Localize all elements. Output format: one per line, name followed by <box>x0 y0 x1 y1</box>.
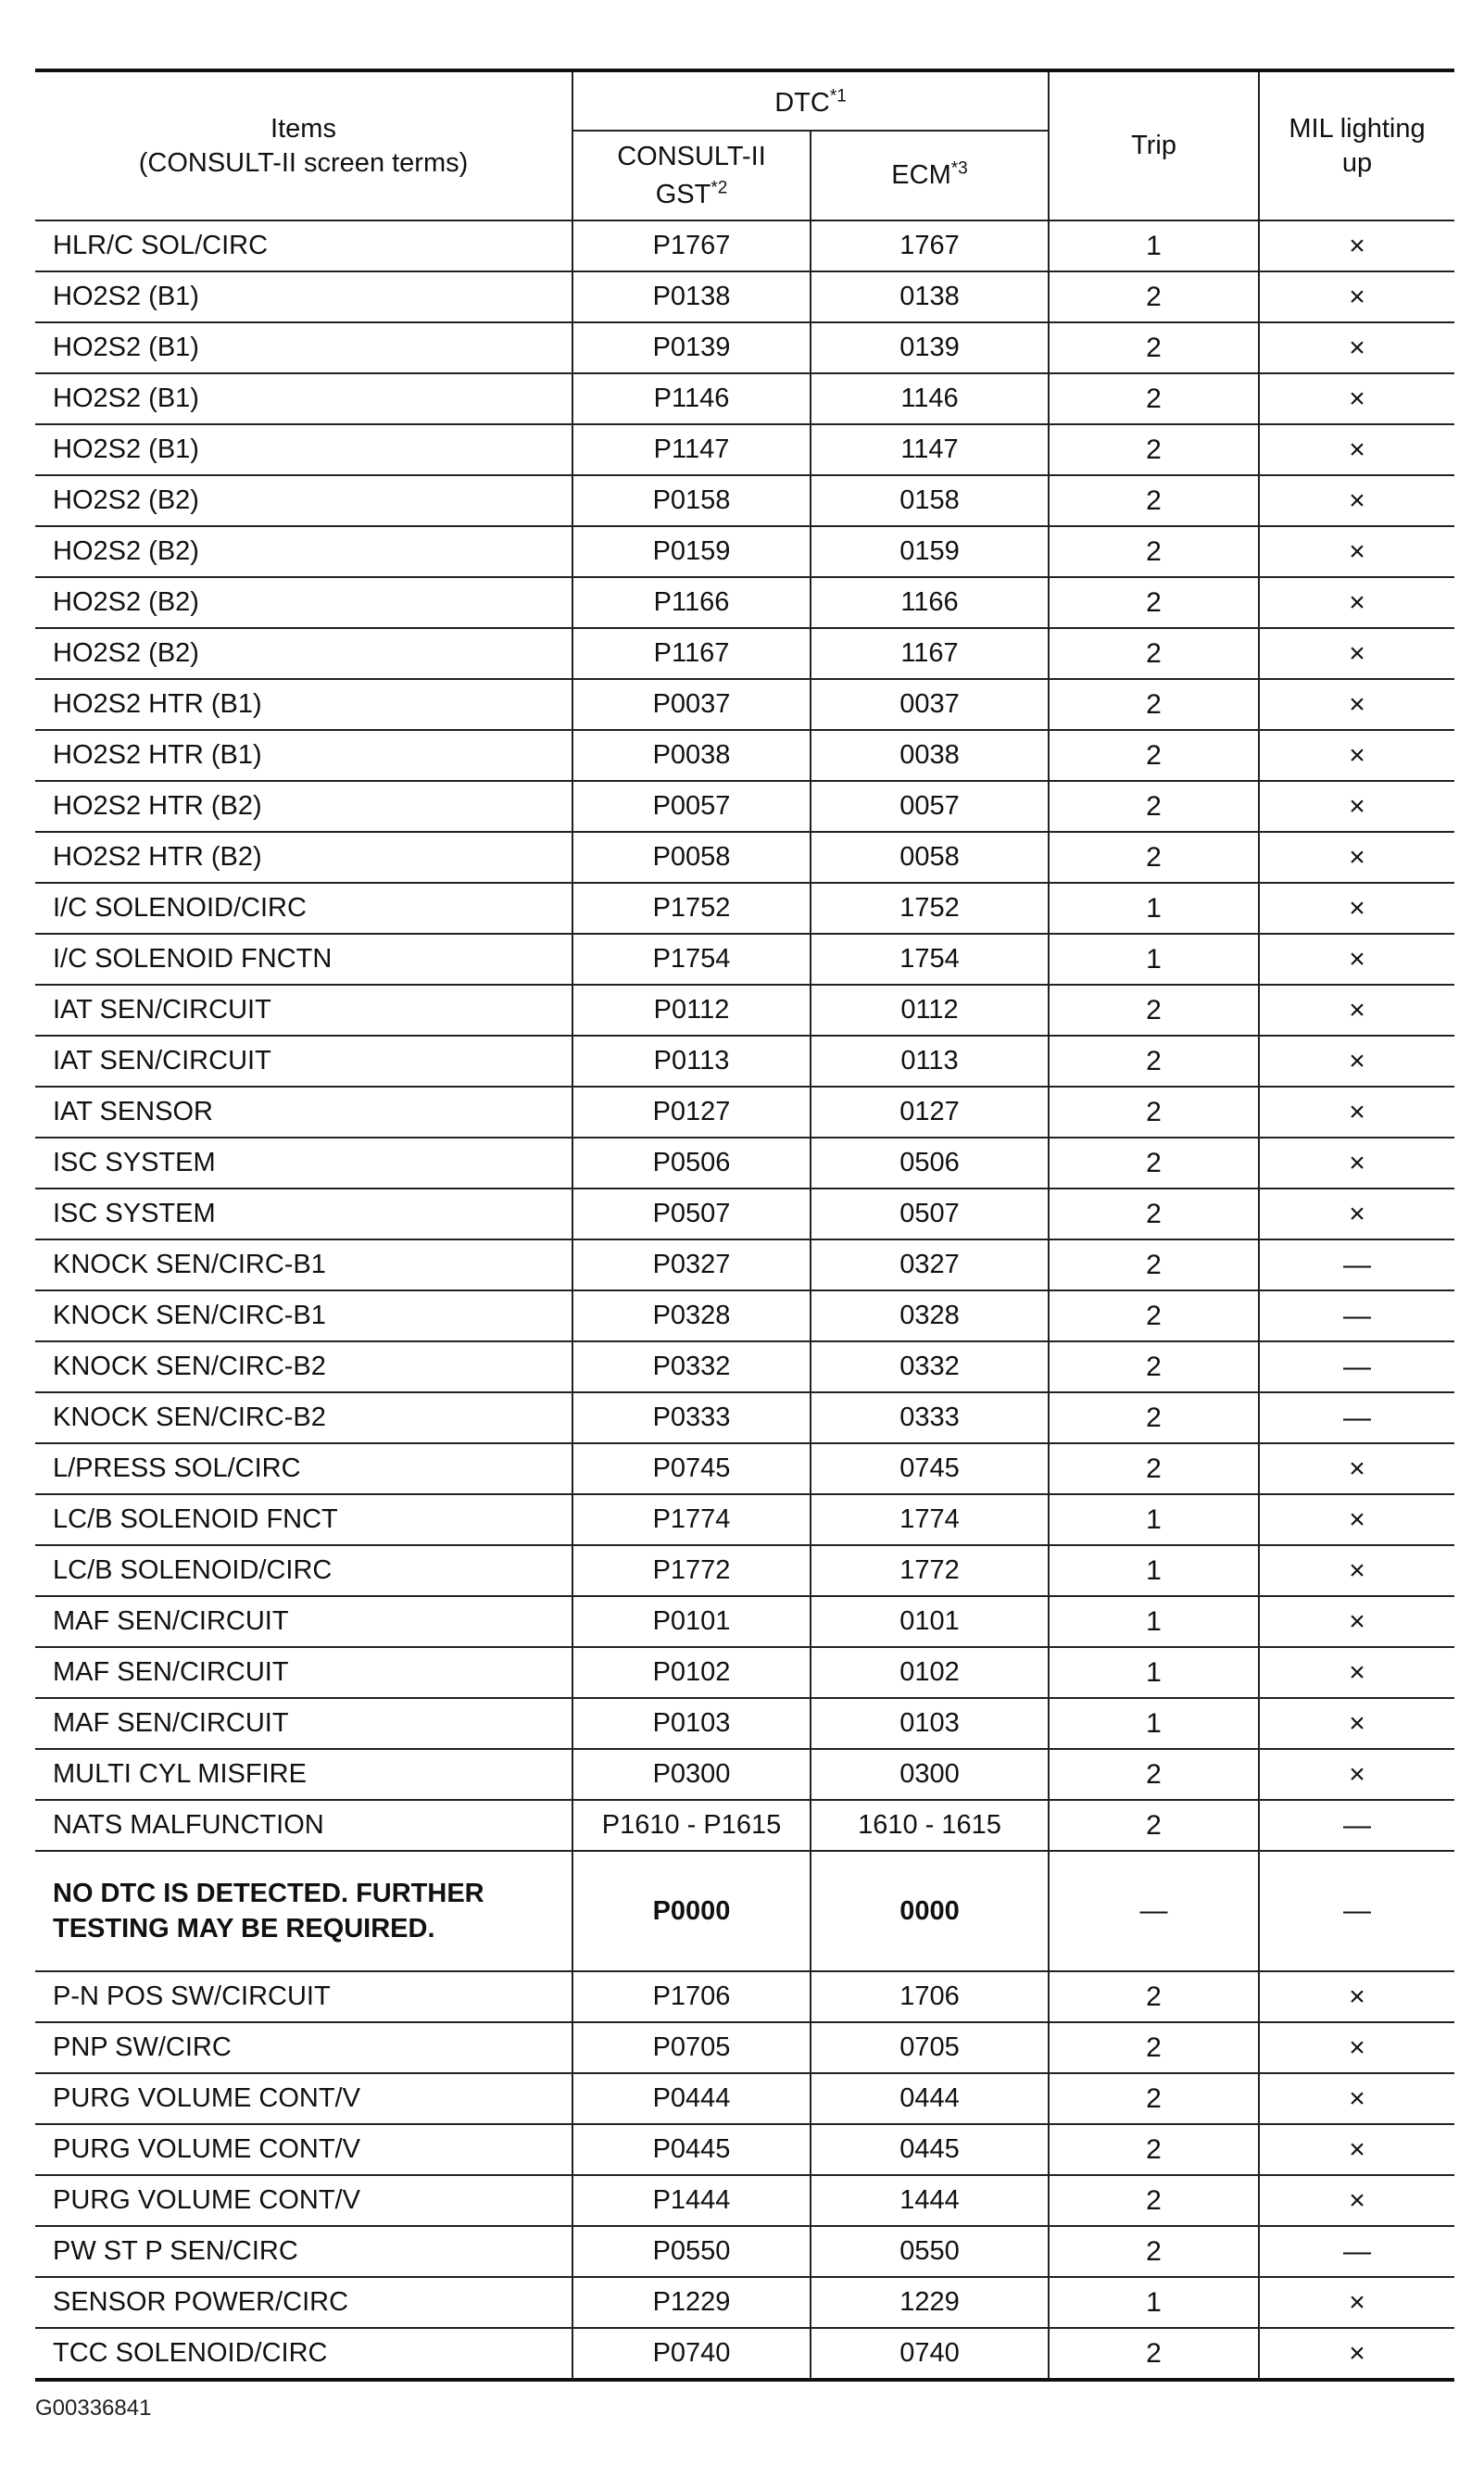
ecm-code-cell: 1444 <box>811 2175 1049 2226</box>
table-row <box>35 985 1454 1036</box>
table-row <box>35 832 1454 883</box>
mil-indicator-cell: × <box>1259 679 1454 730</box>
consult-gst-code-cell: P1444 <box>572 2175 811 2226</box>
consult-gst-code-cell: P1752 <box>572 883 811 934</box>
consult-gst-code-cell: P0444 <box>572 2073 811 2124</box>
consult-gst-code-cell: P0103 <box>572 1698 811 1749</box>
trip-count-cell: 2 <box>1049 322 1259 373</box>
ecm-code-cell: 0058 <box>811 832 1049 883</box>
item-name-cell: ISC SYSTEM <box>35 1138 572 1189</box>
ecm-code-cell: 0444 <box>811 2073 1049 2124</box>
consult-gst-code-cell: P0332 <box>572 1341 811 1392</box>
trip-count-cell: 2 <box>1049 2226 1259 2277</box>
trip-count-cell: 1 <box>1049 2277 1259 2328</box>
ecm-code-cell: 1767 <box>811 220 1049 271</box>
table-row <box>35 526 1454 577</box>
trip-count-cell: 2 <box>1049 2328 1259 2380</box>
ecm-code-cell: 0112 <box>811 985 1049 1036</box>
consult-gst-code-cell: P0333 <box>572 1392 811 1443</box>
mil-indicator-cell: × <box>1259 1036 1454 1087</box>
consult-gst-code-cell: P0138 <box>572 271 811 322</box>
consult-gst-code-cell: P0000 <box>572 1851 811 1971</box>
consult-gst-code-cell: P1229 <box>572 2277 811 2328</box>
mil-indicator-cell: × <box>1259 1971 1454 2022</box>
trip-count-cell: 1 <box>1049 1545 1259 1596</box>
mil-indicator-cell: × <box>1259 1596 1454 1647</box>
table-row <box>35 1545 1454 1596</box>
table-row <box>35 424 1454 475</box>
trip-count-cell: 1 <box>1049 934 1259 985</box>
table-row <box>35 1392 1454 1443</box>
mil-indicator-cell: × <box>1259 2328 1454 2380</box>
table-row <box>35 2226 1454 2277</box>
item-name-cell: NATS MALFUNCTION <box>35 1800 572 1851</box>
mil-indicator-cell: × <box>1259 1698 1454 1749</box>
ecm-code-cell: 1229 <box>811 2277 1049 2328</box>
mil-indicator-cell: — <box>1259 1800 1454 1851</box>
consult-gst-code-cell: P0158 <box>572 475 811 526</box>
gst-footnote-marker: *2 <box>711 177 728 197</box>
gst-header-line1: CONSULT-II <box>617 141 766 171</box>
ecm-code-cell: 0328 <box>811 1290 1049 1341</box>
ecm-header-label: ECM <box>891 160 951 190</box>
ecm-code-cell: 1774 <box>811 1494 1049 1545</box>
dtc-table <box>35 69 1454 2382</box>
mil-indicator-cell: × <box>1259 730 1454 781</box>
mil-header-line2: up <box>1341 147 1373 178</box>
table-row <box>35 934 1454 985</box>
ecm-code-cell: 0113 <box>811 1036 1049 1087</box>
item-name-cell: MAF SEN/CIRCUIT <box>35 1596 572 1647</box>
item-name-cell: P-N POS SW/CIRCUIT <box>35 1971 572 2022</box>
ecm-code-cell: 1167 <box>811 628 1049 679</box>
table-row <box>35 1341 1454 1392</box>
table-row <box>35 2175 1454 2226</box>
trip-count-cell: 2 <box>1049 985 1259 1036</box>
item-name-cell: PW ST P SEN/CIRC <box>35 2226 572 2277</box>
consult-gst-code-cell: P0506 <box>572 1138 811 1189</box>
trip-count-cell: 2 <box>1049 1443 1259 1494</box>
table-row <box>35 1087 1454 1138</box>
ecm-code-cell: 0057 <box>811 781 1049 832</box>
mil-indicator-cell: × <box>1259 475 1454 526</box>
consult-gst-code-cell: P0327 <box>572 1239 811 1290</box>
mil-indicator-cell: — <box>1259 1341 1454 1392</box>
mil-header-line1: MIL lighting <box>1289 113 1426 144</box>
table-row <box>35 1189 1454 1239</box>
trip-count-cell: 2 <box>1049 424 1259 475</box>
mil-indicator-cell: × <box>1259 2073 1454 2124</box>
dtc-group-header <box>572 70 1049 131</box>
ecm-code-cell: 0037 <box>811 679 1049 730</box>
table-row <box>35 322 1454 373</box>
mil-indicator-cell: × <box>1259 2175 1454 2226</box>
consult-gst-code-cell: P0057 <box>572 781 811 832</box>
item-name-cell: PURG VOLUME CONT/V <box>35 2073 572 2124</box>
item-name-cell: I/C SOLENOID/CIRC <box>35 883 572 934</box>
ecm-code-cell: 1147 <box>811 424 1049 475</box>
item-name-cell: HO2S2 HTR (B1) <box>35 730 572 781</box>
consult-gst-code-cell: P0550 <box>572 2226 811 2277</box>
consult-gst-code-cell: P1706 <box>572 1971 811 2022</box>
table-row <box>35 1800 1454 1851</box>
item-name-cell: HO2S2 (B1) <box>35 322 572 373</box>
trip-count-cell: 2 <box>1049 1971 1259 2022</box>
ecm-code-cell: 1146 <box>811 373 1049 424</box>
item-name-cell: HO2S2 (B1) <box>35 271 572 322</box>
table-row <box>35 2124 1454 2175</box>
trip-count-cell: 2 <box>1049 781 1259 832</box>
item-name-cell: HO2S2 (B2) <box>35 475 572 526</box>
item-name-cell: KNOCK SEN/CIRC-B1 <box>35 1290 572 1341</box>
dtc-header-label: DTC <box>774 87 830 118</box>
ecm-code-cell: 0445 <box>811 2124 1049 2175</box>
ecm-code-cell: 0158 <box>811 475 1049 526</box>
trip-count-cell: 2 <box>1049 1239 1259 1290</box>
ecm-code-cell: 1772 <box>811 1545 1049 1596</box>
ecm-code-cell: 1610 - 1615 <box>811 1800 1049 1851</box>
table-row <box>35 1494 1454 1545</box>
trip-count-cell: 2 <box>1049 730 1259 781</box>
consult-gst-column-header <box>572 131 811 220</box>
mil-indicator-cell: × <box>1259 2124 1454 2175</box>
trip-count-cell: 2 <box>1049 832 1259 883</box>
table-row <box>35 1971 1454 2022</box>
consult-gst-code-cell: P1610 - P1615 <box>572 1800 811 1851</box>
ecm-code-cell: 0327 <box>811 1239 1049 1290</box>
trip-count-cell: 2 <box>1049 679 1259 730</box>
table-row <box>35 271 1454 322</box>
table-row <box>35 475 1454 526</box>
trip-count-cell: 2 <box>1049 2124 1259 2175</box>
consult-gst-code-cell: P1146 <box>572 373 811 424</box>
consult-gst-code-cell: P1774 <box>572 1494 811 1545</box>
table-row <box>35 1596 1454 1647</box>
item-name-cell: IAT SENSOR <box>35 1087 572 1138</box>
ecm-code-cell: 0127 <box>811 1087 1049 1138</box>
trip-count-cell: 2 <box>1049 1392 1259 1443</box>
item-name-cell: PNP SW/CIRC <box>35 2022 572 2073</box>
table-row <box>35 1851 1454 1971</box>
mil-indicator-cell: × <box>1259 1647 1454 1698</box>
ecm-code-cell: 0507 <box>811 1189 1049 1239</box>
consult-gst-code-cell: P1772 <box>572 1545 811 1596</box>
trip-count-cell: 2 <box>1049 1189 1259 1239</box>
item-name-cell: IAT SEN/CIRCUIT <box>35 1036 572 1087</box>
item-name-cell: ISC SYSTEM <box>35 1189 572 1239</box>
mil-indicator-cell: × <box>1259 1545 1454 1596</box>
table-row <box>35 1698 1454 1749</box>
table-row <box>35 1443 1454 1494</box>
items-header-line2: (CONSULT-II screen terms) <box>138 147 469 178</box>
mil-indicator-cell: × <box>1259 1138 1454 1189</box>
ecm-code-cell: 0000 <box>811 1851 1049 1971</box>
mil-indicator-cell: × <box>1259 1189 1454 1239</box>
ecm-code-cell: 0506 <box>811 1138 1049 1189</box>
table-row <box>35 1647 1454 1698</box>
items-column-header <box>35 70 572 220</box>
ecm-code-cell: 1754 <box>811 934 1049 985</box>
consult-gst-code-cell: P1166 <box>572 577 811 628</box>
item-name-cell: HO2S2 HTR (B2) <box>35 781 572 832</box>
trip-count-cell: 2 <box>1049 526 1259 577</box>
trip-count-cell: 2 <box>1049 1036 1259 1087</box>
consult-gst-code-cell: P0300 <box>572 1749 811 1800</box>
mil-indicator-cell: × <box>1259 424 1454 475</box>
trip-count-cell: 1 <box>1049 1494 1259 1545</box>
item-name-cell: MULTI CYL MISFIRE <box>35 1749 572 1800</box>
item-name-cell: HO2S2 (B1) <box>35 373 572 424</box>
item-name-cell: HO2S2 (B2) <box>35 628 572 679</box>
trip-count-cell: 2 <box>1049 2073 1259 2124</box>
consult-gst-code-cell: P0740 <box>572 2328 811 2380</box>
mil-indicator-cell: — <box>1259 1290 1454 1341</box>
ecm-code-cell: 0138 <box>811 271 1049 322</box>
item-name-cell: MAF SEN/CIRCUIT <box>35 1698 572 1749</box>
mil-indicator-cell: × <box>1259 934 1454 985</box>
item-name-cell: HO2S2 (B1) <box>35 424 572 475</box>
table-row <box>35 2022 1454 2073</box>
ecm-code-cell: 0139 <box>811 322 1049 373</box>
ecm-column-header <box>811 131 1049 220</box>
trip-count-cell: 2 <box>1049 1138 1259 1189</box>
table-row <box>35 577 1454 628</box>
consult-gst-code-cell: P0058 <box>572 832 811 883</box>
trip-count-cell: 2 <box>1049 1749 1259 1800</box>
mil-indicator-cell: × <box>1259 373 1454 424</box>
ecm-code-cell: 1706 <box>811 1971 1049 2022</box>
ecm-code-cell: 1166 <box>811 577 1049 628</box>
consult-gst-code-cell: P1147 <box>572 424 811 475</box>
mil-indicator-cell: — <box>1259 1239 1454 1290</box>
trip-count-cell: 2 <box>1049 373 1259 424</box>
trip-count-cell: 1 <box>1049 1596 1259 1647</box>
trip-count-cell: 1 <box>1049 1698 1259 1749</box>
consult-gst-code-cell: P0445 <box>572 2124 811 2175</box>
item-name-cell: KNOCK SEN/CIRC-B2 <box>35 1392 572 1443</box>
mil-indicator-cell: — <box>1259 1392 1454 1443</box>
trip-header-label: Trip <box>1131 131 1176 160</box>
consult-gst-code-cell: P1754 <box>572 934 811 985</box>
trip-column-header <box>1049 70 1259 220</box>
trip-count-cell: 2 <box>1049 1290 1259 1341</box>
item-name-cell: SENSOR POWER/CIRC <box>35 2277 572 2328</box>
mil-indicator-cell: × <box>1259 1494 1454 1545</box>
trip-count-cell: 2 <box>1049 628 1259 679</box>
mil-indicator-cell: × <box>1259 985 1454 1036</box>
item-name-cell: IAT SEN/CIRCUIT <box>35 985 572 1036</box>
table-row <box>35 2073 1454 2124</box>
mil-indicator-cell: × <box>1259 1087 1454 1138</box>
trip-count-cell: 2 <box>1049 577 1259 628</box>
mil-indicator-cell: × <box>1259 322 1454 373</box>
mil-indicator-cell: × <box>1259 2277 1454 2328</box>
consult-gst-code-cell: P0159 <box>572 526 811 577</box>
consult-gst-code-cell: P1767 <box>572 220 811 271</box>
mil-column-header <box>1259 70 1454 220</box>
table-row <box>35 883 1454 934</box>
table-row <box>35 1138 1454 1189</box>
trip-count-cell: — <box>1049 1851 1259 1971</box>
trip-count-cell: 1 <box>1049 220 1259 271</box>
consult-gst-code-cell: P0038 <box>572 730 811 781</box>
trip-count-cell: 1 <box>1049 883 1259 934</box>
item-name-cell: LC/B SOLENOID/CIRC <box>35 1545 572 1596</box>
consult-gst-code-cell: P0745 <box>572 1443 811 1494</box>
ecm-code-cell: 0103 <box>811 1698 1049 1749</box>
items-header-line1: Items <box>270 113 336 144</box>
consult-gst-code-cell: P0037 <box>572 679 811 730</box>
table-row <box>35 220 1454 271</box>
ecm-code-cell: 0332 <box>811 1341 1049 1392</box>
table-row <box>35 2277 1454 2328</box>
table-row <box>35 373 1454 424</box>
consult-gst-code-cell: P0102 <box>572 1647 811 1698</box>
mil-indicator-cell: — <box>1259 1851 1454 1971</box>
table-body <box>35 220 1454 2380</box>
table-header <box>35 70 1454 220</box>
ecm-code-cell: 0300 <box>811 1749 1049 1800</box>
mil-indicator-cell: × <box>1259 1749 1454 1800</box>
trip-count-cell: 2 <box>1049 1341 1259 1392</box>
ecm-code-cell: 0333 <box>811 1392 1049 1443</box>
ecm-code-cell: 1752 <box>811 883 1049 934</box>
table-row <box>35 730 1454 781</box>
consult-gst-code-cell: P1167 <box>572 628 811 679</box>
figure-id: G00336841 <box>35 2396 152 2421</box>
mil-indicator-cell: × <box>1259 1443 1454 1494</box>
mil-indicator-cell: × <box>1259 628 1454 679</box>
table-row <box>35 781 1454 832</box>
gst-header-line2: GST <box>655 179 711 209</box>
trip-count-cell: 2 <box>1049 475 1259 526</box>
item-name-cell: HO2S2 HTR (B1) <box>35 679 572 730</box>
mil-indicator-cell: × <box>1259 220 1454 271</box>
mil-indicator-cell: × <box>1259 2022 1454 2073</box>
item-name-cell: LC/B SOLENOID FNCT <box>35 1494 572 1545</box>
item-name-cell: KNOCK SEN/CIRC-B1 <box>35 1239 572 1290</box>
item-name-cell: PURG VOLUME CONT/V <box>35 2175 572 2226</box>
ecm-code-cell: 0550 <box>811 2226 1049 2277</box>
mil-indicator-cell: × <box>1259 883 1454 934</box>
ecm-footnote-marker: *3 <box>950 158 968 179</box>
trip-count-cell: 2 <box>1049 2175 1259 2226</box>
consult-gst-code-cell: P0139 <box>572 322 811 373</box>
ecm-code-cell: 0102 <box>811 1647 1049 1698</box>
table-row <box>35 1290 1454 1341</box>
table-row <box>35 2328 1454 2380</box>
consult-gst-code-cell: P0101 <box>572 1596 811 1647</box>
dtc-table-container <box>35 69 1454 2382</box>
consult-gst-code-cell: P0127 <box>572 1087 811 1138</box>
item-name-cell: HO2S2 HTR (B2) <box>35 832 572 883</box>
item-name-cell: HLR/C SOL/CIRC <box>35 220 572 271</box>
mil-indicator-cell: × <box>1259 526 1454 577</box>
item-name-cell: PURG VOLUME CONT/V <box>35 2124 572 2175</box>
trip-count-cell: 2 <box>1049 1087 1259 1138</box>
item-name-cell: MAF SEN/CIRCUIT <box>35 1647 572 1698</box>
table-row <box>35 679 1454 730</box>
trip-count-cell: 2 <box>1049 271 1259 322</box>
table-row <box>35 628 1454 679</box>
trip-count-cell: 1 <box>1049 1647 1259 1698</box>
mil-indicator-cell: × <box>1259 271 1454 322</box>
consult-gst-code-cell: P0113 <box>572 1036 811 1087</box>
ecm-code-cell: 0745 <box>811 1443 1049 1494</box>
mil-indicator-cell: × <box>1259 577 1454 628</box>
item-name-cell: I/C SOLENOID FNCTN <box>35 934 572 985</box>
ecm-code-cell: 0740 <box>811 2328 1049 2380</box>
consult-gst-code-cell: P0507 <box>572 1189 811 1239</box>
mil-indicator-cell: — <box>1259 2226 1454 2277</box>
item-name-cell: L/PRESS SOL/CIRC <box>35 1443 572 1494</box>
consult-gst-code-cell: P0705 <box>572 2022 811 2073</box>
consult-gst-code-cell: P0112 <box>572 985 811 1036</box>
item-name-cell: KNOCK SEN/CIRC-B2 <box>35 1341 572 1392</box>
ecm-code-cell: 0159 <box>811 526 1049 577</box>
consult-gst-code-cell: P0328 <box>572 1290 811 1341</box>
trip-count-cell: 2 <box>1049 2022 1259 2073</box>
ecm-code-cell: 0101 <box>811 1596 1049 1647</box>
dtc-footnote-marker: *1 <box>829 85 847 106</box>
ecm-code-cell: 0705 <box>811 2022 1049 2073</box>
item-name-cell: NO DTC IS DETECTED. FURTHER TESTING MAY BE REQUIRED. <box>35 1851 572 1971</box>
ecm-code-cell: 0038 <box>811 730 1049 781</box>
mil-indicator-cell: × <box>1259 832 1454 883</box>
mil-indicator-cell: × <box>1259 781 1454 832</box>
table-row <box>35 1239 1454 1290</box>
item-name-cell: TCC SOLENOID/CIRC <box>35 2328 572 2380</box>
trip-count-cell: 2 <box>1049 1800 1259 1851</box>
item-name-cell: HO2S2 (B2) <box>35 526 572 577</box>
item-name-cell: HO2S2 (B2) <box>35 577 572 628</box>
table-row <box>35 1036 1454 1087</box>
table-row <box>35 1749 1454 1800</box>
